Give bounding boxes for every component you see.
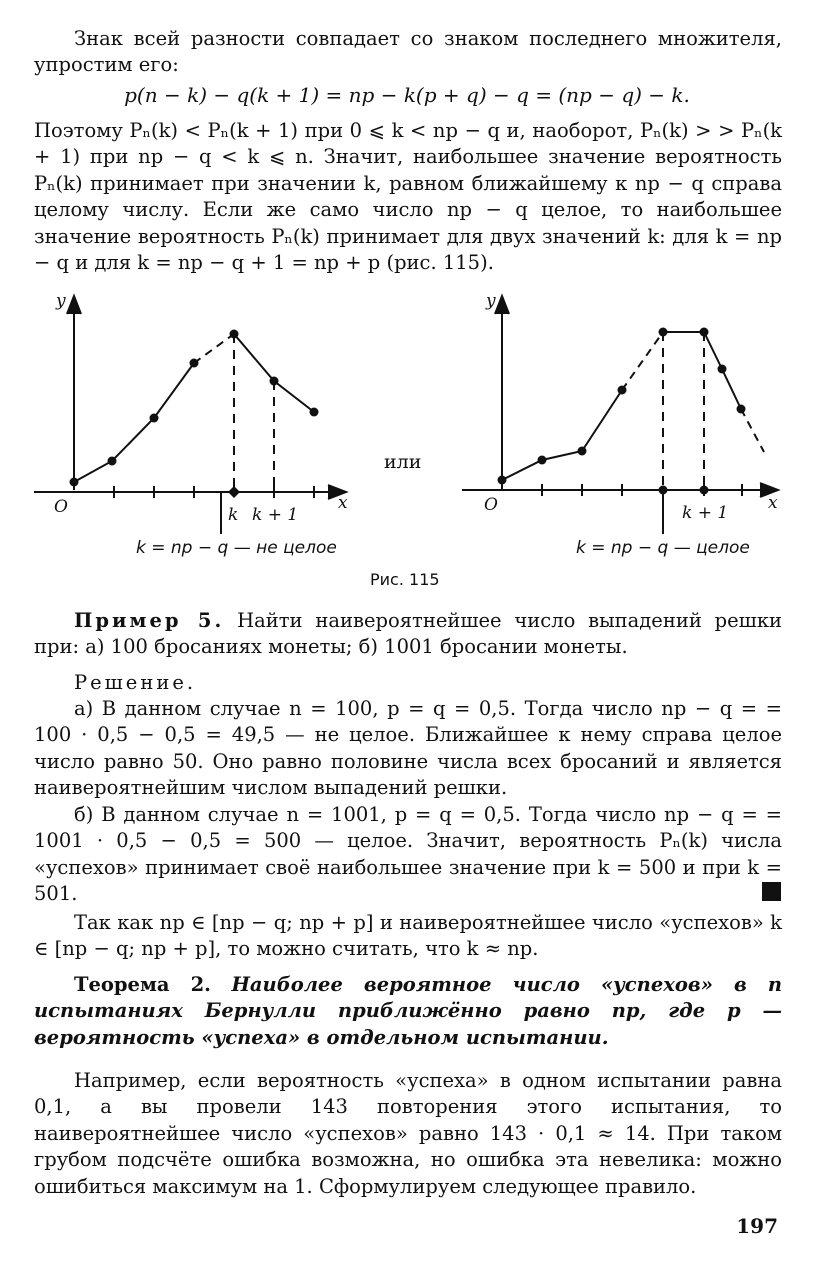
solution-label: Решение. xyxy=(74,671,197,694)
left-x-label: x xyxy=(338,493,348,513)
intro-paragraph: Поэтому Pₙ(k) < Pₙ(k + 1) при 0 ⩽ k < np − q и, наоборот, Pₙ(k) > > Pₙ(k + 1) при np − q < k ⩽ n. Значит, наибольшее значение вероятность Pₙ(k) принимает при значении k, равном ближайшему к np − q справа целому числу. Если же само число np − q целое, то наибольшее значение вероятность Pₙ(k) принимает для двух значений k: для k = np − q и для k = np − q + 1 = np + p (рис. 115). xyxy=(34,119,782,275)
left-y-label: y xyxy=(56,291,66,311)
qed-square-icon xyxy=(762,882,781,901)
right-graph xyxy=(446,290,786,550)
figure-or-label: или xyxy=(384,451,422,473)
solution-part-b: б) В данном случае n = 1001, p = q = 0,5. Тогда число np − q = = 1001 · 0,5 − 0,5 = 500 — целое. Значит, вероятность Pₙ(k) числа «успехов» принимает своё наибольшее значение при k = 500 и при k = 501. xyxy=(34,803,782,906)
left-graph-caption: k = np − q — не целое xyxy=(136,538,337,558)
solution-part-a: а) В данном случае n = 100, p = q = 0,5. Тогда число np − q = = 100 · 0,5 − 0,5 = 49,5 — не целое. Ближайшее к нему справа целое число равно 50. Оно равно половине числа всех бросаний и является наивероятнейшим числом выпадений решки. xyxy=(34,697,782,800)
example-paragraph: Например, если вероятность «успеха» в одном испытании равна 0,1, а вы провели 143 повторения этого испытания, то наивероятнейшее число «успехов» равно 143 · 0,1 ≈ 14. При таком грубом подсчёте ошибка возможна, но ошибка эта невелика: можно ошибиться максимум на 1. Сформулируем следующее правило. xyxy=(34,1069,782,1198)
right-x-label: x xyxy=(768,493,778,513)
intro-line: Знак всей разности совпадает со знаком последнего множителя, упростим его: xyxy=(34,27,782,77)
right-origin-label: O xyxy=(484,495,498,515)
right-y-label: y xyxy=(486,291,496,311)
page-number: 197 xyxy=(736,1214,778,1238)
solution-heading xyxy=(34,670,782,696)
theorem-2-label: Теорема 2. xyxy=(74,973,211,996)
right-k1-label: k + 1 xyxy=(682,503,729,523)
theorem-2-text: Наиболее вероятное число «успехов» в n испытаниях Бернулли приближённо равно np, где p — вероятность «успеха» в отдельном испытании. xyxy=(34,973,783,1049)
example-5-label: Пример 5. xyxy=(74,609,225,632)
right-graph-caption: k = np − q — целое xyxy=(576,538,750,558)
solution-conclusion: Так как np ∈ [np − q; np + p] и наивероятнейшее число «успехов» k ∈ [np − q; np + p], то можно считать, что k ≈ np. xyxy=(34,911,782,961)
intro-formula: p(n − k) − q(k + 1) = np − k(p + q) − q = (np − q) − k. xyxy=(124,83,690,107)
left-k-label: k xyxy=(228,505,239,525)
example-5-text: Найти наивероятнейшее число выпадений решки при: а) 100 бросаниях монеты; б) 1001 бросании монеты. xyxy=(34,609,782,659)
example-5 xyxy=(34,608,782,661)
left-k1-label: k + 1 xyxy=(252,505,299,525)
left-origin-label: O xyxy=(54,497,68,517)
left-graph xyxy=(20,290,360,550)
theorem-2 xyxy=(34,972,782,1051)
figure-caption: Рис. 115 xyxy=(370,570,440,589)
